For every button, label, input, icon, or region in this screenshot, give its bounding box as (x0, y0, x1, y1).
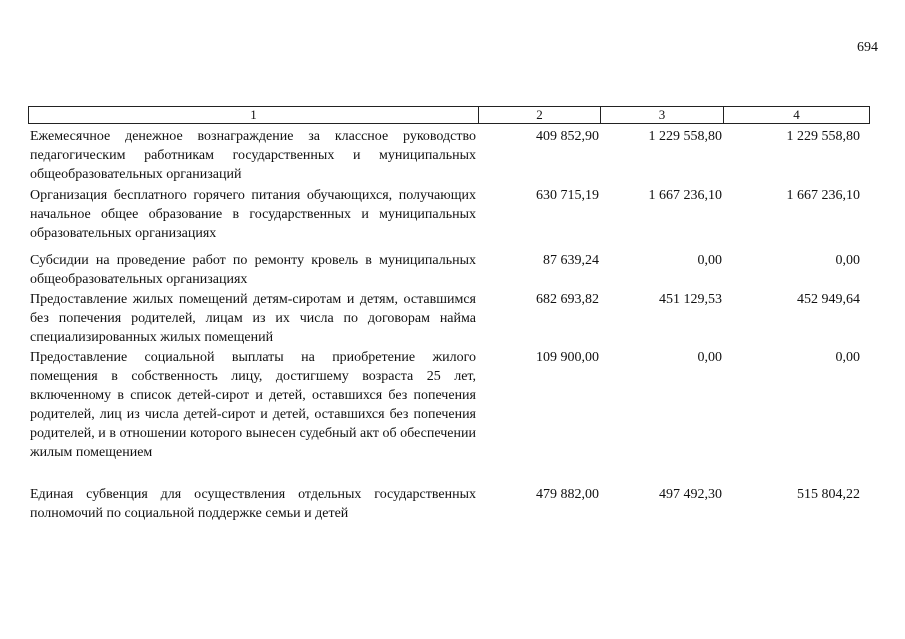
row-value-col4: 515 804,22 (797, 487, 860, 502)
row-value-col2: 479 882,00 (536, 487, 599, 502)
row-value-col3: 0,00 (697, 253, 722, 268)
row-description: Субсидии на проведение работ по ремонту кровель в муниципальных общеобразовательных организациях (30, 253, 476, 287)
row-description: Организация бесплатного горячего питания обучающихся, получающих начальное общее образование в государственных и муниципальных образовательных организациях (30, 188, 476, 241)
table-header-row (28, 106, 870, 124)
header-col-2: 2 (479, 107, 601, 123)
row-value-col3: 1 667 236,10 (648, 188, 722, 203)
row-value-col2: 87 639,24 (543, 253, 599, 268)
row-value-col3: 497 492,30 (659, 487, 722, 502)
row-description: Предоставление жилых помещений детям-сиротам и детям, оставшимся без попечения родителей, лицам из их числа по договорам найма специализированных жилых помещений (30, 292, 476, 345)
row-value-col2: 630 715,19 (536, 188, 599, 203)
row-value-col4: 452 949,64 (797, 292, 860, 307)
row-description: Ежемесячное денежное вознаграждение за классное руководство педагогическим работникам государственных и муниципальных общеобразовательных организаций (30, 129, 476, 182)
page-number: 694 (857, 40, 878, 55)
row-value-col2: 409 852,90 (536, 129, 599, 144)
row-value-col3: 1 229 558,80 (648, 129, 722, 144)
row-description: Единая субвенция для осуществления отдельных государственных полномочий по социальной поддержке семьи и детей (30, 487, 476, 521)
row-value-col3: 451 129,53 (659, 292, 722, 307)
row-description: Предоставление социальной выплаты на приобретение жилого помещения в собственность лицу, достигшему возраста 25 лет, включенному в список детей-сирот и детей, оставшихся без попечения родителей, лиц из числа детей-сирот и детей, оставшихся без попечения родителей, и в отношении которого вынесен судебный акт об обеспечении жилым помещением (30, 350, 476, 460)
row-value-col4: 1 229 558,80 (786, 129, 860, 144)
row-value-col3: 0,00 (697, 350, 722, 365)
row-value-col4: 0,00 (835, 253, 860, 268)
row-value-col2: 682 693,82 (536, 292, 599, 307)
header-col-4: 4 (793, 107, 800, 122)
header-col-3: 3 (601, 107, 724, 123)
row-value-col4: 1 667 236,10 (786, 188, 860, 203)
row-value-col4: 0,00 (835, 350, 860, 365)
header-col-1: 1 (29, 107, 479, 123)
row-value-col2: 109 900,00 (536, 350, 599, 365)
